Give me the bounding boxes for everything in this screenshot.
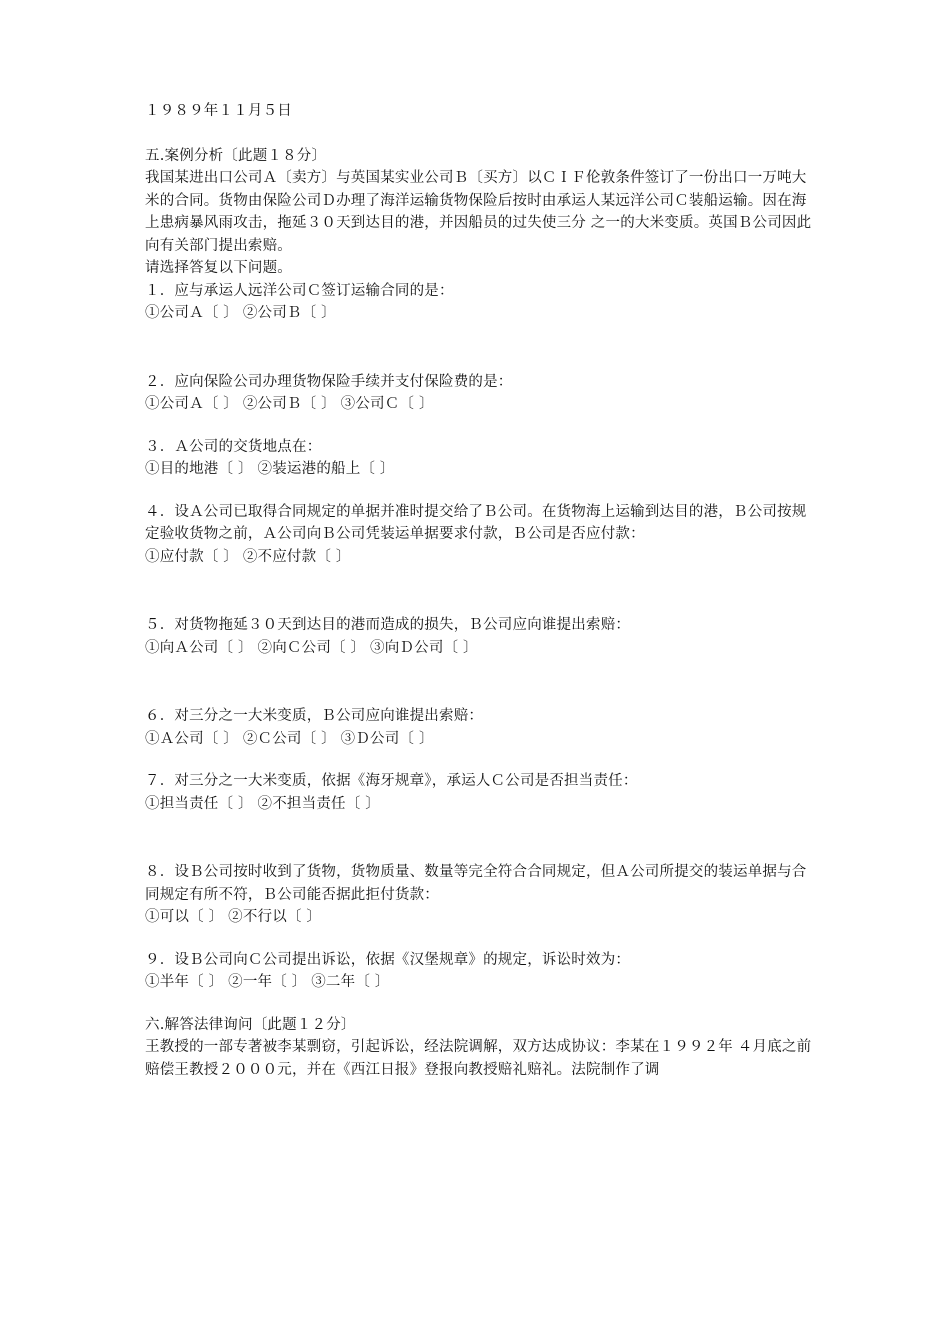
question-4 bbox=[145, 501, 815, 569]
spacer bbox=[145, 325, 815, 371]
spacer bbox=[145, 659, 815, 705]
spacer bbox=[145, 481, 815, 501]
section6-heading: 六.解答法律询问〔此题１２分〕 bbox=[145, 1016, 356, 1033]
spacer bbox=[145, 994, 815, 1014]
question-7 bbox=[145, 770, 815, 815]
question-options: ①担当责任〔 〕 ②不担当责任〔 〕 bbox=[145, 795, 380, 812]
question-3 bbox=[145, 436, 815, 481]
question-options: ①公司Ａ〔 〕 ②公司Ｂ〔 〕 bbox=[145, 305, 336, 321]
case-text: 我国某进出口公司Ａ〔卖方〕与英国某实业公司Ｂ〔买方〕以ＣＩＦ伦敦条件签订了一份出口一万吨大米的合同。货物由保险公司Ｄ办理了海洋运输货物保险后按时由承运人某远洋公司Ｃ装船运输。因在海上患病暴风雨攻击，拖延３０天到达目的港，并因船员的过失使三分 之一的大米变质。英国Ｂ公司因此向有关部门提出索赔。 bbox=[145, 170, 812, 254]
spacer bbox=[145, 123, 815, 145]
spacer bbox=[145, 815, 815, 861]
date-line: １９８９年１１月５日 bbox=[145, 103, 292, 119]
question-text: ８．设Ｂ公司按时收到了货物，货物质量、数量等完全符合合同规定，但Ａ公司所提交的装运单据与合同规定有所不符，Ｂ公司能否据此拒付货款： bbox=[145, 864, 807, 903]
question-1 bbox=[145, 280, 815, 325]
question-options: ①半年〔 〕 ②一年〔 〕 ③二年〔 〕 bbox=[145, 974, 390, 990]
spacer bbox=[145, 568, 815, 614]
section6-text: 王教授的一部专著被李某剽窃，引起诉讼，经法院调解，双方达成协议：李某在１９９２年 ４月底之前赔偿王教授２０００元，并在《西江日报》登报向教授赔礼赔礼。法院制作了调 bbox=[145, 1039, 812, 1078]
section5-heading: 五.案例分析〔此题１８分〕 bbox=[145, 147, 327, 164]
question-text: ３．Ａ公司的交货地点在： bbox=[145, 438, 322, 455]
question-options: ①可以〔 〕 ②不行以〔 〕 bbox=[145, 909, 322, 925]
question-2 bbox=[145, 371, 815, 416]
document-body bbox=[145, 100, 815, 1081]
question-options: ①Ａ公司〔 〕 ②Ｃ公司〔 〕 ③Ｄ公司〔 〕 bbox=[145, 730, 434, 747]
question-text: ４．设Ａ公司已取得合同规定的单据并准时提交给了Ｂ公司。在货物海上运输到达目的港，Ｂ公司按规定验收货物之前，Ａ公司向Ｂ公司凭装运单据要求付款，Ｂ公司是否应付款： bbox=[145, 503, 807, 542]
spacer bbox=[145, 416, 815, 436]
question-options: ①目的地港〔 〕 ②装运港的船上〔 〕 bbox=[145, 461, 395, 477]
question-options: ①公司Ａ〔 〕 ②公司Ｂ〔 〕 ③公司Ｃ〔 〕 bbox=[145, 396, 434, 412]
question-text: ２．应向保险公司办理货物保险手续并支付保险费的是： bbox=[145, 373, 513, 390]
spacer bbox=[145, 750, 815, 770]
question-text: ７．对三分之一大米变质，依据《海牙规章》，承运人Ｃ公司是否担当责任： bbox=[145, 773, 638, 789]
question-8 bbox=[145, 861, 815, 929]
spacer bbox=[145, 929, 815, 949]
question-text: １．应与承运人远洋公司Ｃ签订运输合同的是： bbox=[145, 282, 454, 299]
question-text: ９．设Ｂ公司向Ｃ公司提出诉讼，依据《汉堡规章》的规定，诉讼时效为： bbox=[145, 951, 631, 968]
question-options: ①向Ａ公司〔 〕 ②向Ｃ公司〔 〕 ③向Ｄ公司〔 〕 bbox=[145, 639, 478, 656]
question-options: ①应付款〔 〕 ②不应付款〔 〕 bbox=[145, 548, 351, 565]
question-text: ５．对货物拖延３０天到达目的港而造成的损失，Ｂ公司应向谁提出索赔： bbox=[145, 617, 631, 633]
question-text: ６．对三分之一大米变质，Ｂ公司应向谁提出索赔： bbox=[145, 708, 484, 724]
question-5 bbox=[145, 614, 815, 659]
question-6 bbox=[145, 705, 815, 750]
instruction-text: 请选择答复以下问题。 bbox=[145, 260, 292, 276]
question-9 bbox=[145, 949, 815, 994]
